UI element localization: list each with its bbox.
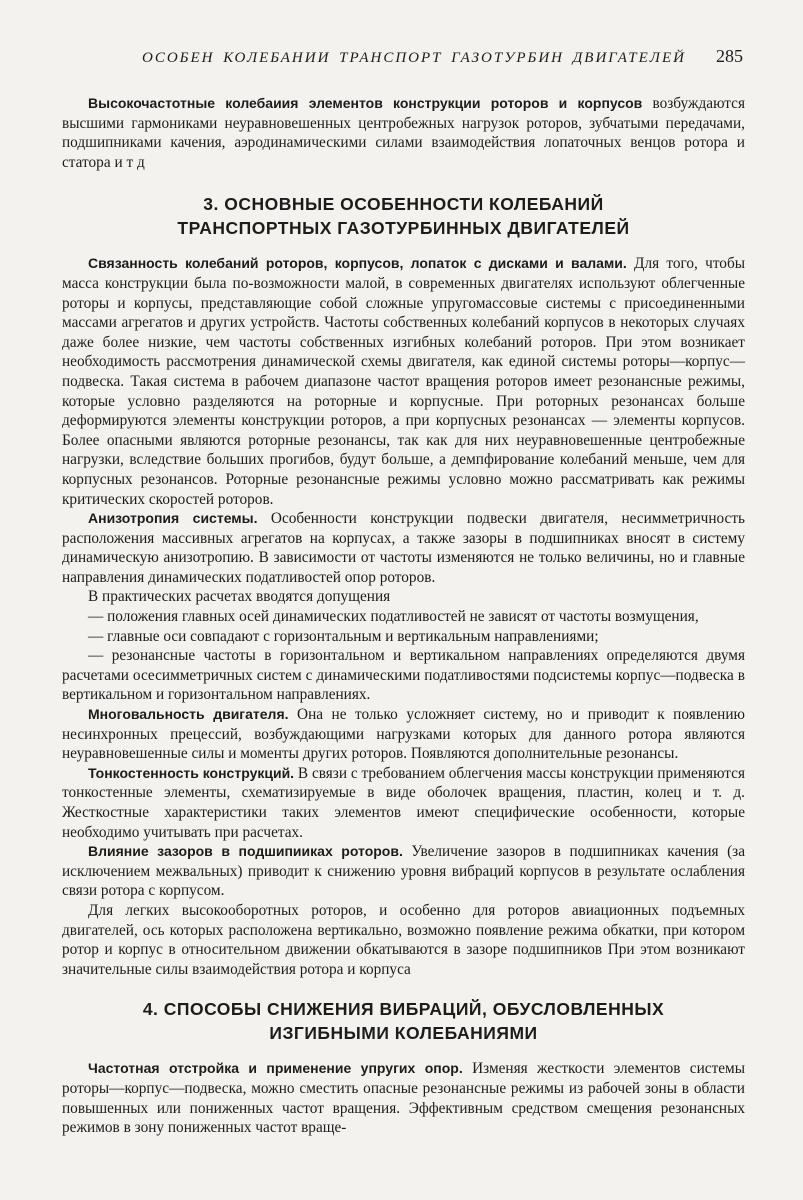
multishaft-lead: Многовальность двигателя. bbox=[88, 706, 289, 723]
anisotropy-paragraph bbox=[62, 509, 745, 587]
bearing-clearance-text: Увеличение зазоров в подшипниках качения (за исключением межвальных) приводит к снижению уровня вибраций корпусов в результате ослабления связи ротора с корпусом. bbox=[62, 843, 745, 900]
running-title: ОСОБЕН КОЛЕБАНИИ ТРАНСПОРТ ГАЗОТУРБИН ДВИГАТЕЛЕЙ bbox=[142, 50, 686, 66]
intro-text: возбуждаются высшими гармониками неуравновешенных центробежных нагрузок роторов, зубчатыми передачами, подшипниками качения, аэродинамическими силами взаимодействия лопаточных венцов ротора и статора и т д bbox=[62, 95, 746, 171]
assumption-item-3: — резонансные частоты в горизонтальном и вертикальном направлениях определяются двумя расчетами осесимметричных систем с динамическими податливостями подсистемы корпус—подвеска в вертикальном и горизонтальном направлениях. bbox=[62, 647, 745, 704]
thin-wall-lead: Тонкостенность конструкций. bbox=[88, 764, 295, 781]
frequency-tuning-paragraph bbox=[62, 1059, 745, 1137]
coupling-paragraph bbox=[62, 254, 745, 509]
frequency-tuning-text: Изменяя жесткости элементов системы роторы—корпус—подвеска, можно сместить опасные резонансные режимы из рабочей зоны в области повышенных или пониженных частот вращения. Эффективным средством смещения резонансных режимов в зону пониженных частот враще- bbox=[62, 1060, 745, 1137]
thin-wall-paragraph bbox=[62, 764, 745, 842]
page-number: 285 bbox=[716, 46, 743, 66]
frequency-tuning-lead: Частотная отстройка и применение упругих опор. bbox=[88, 1060, 463, 1077]
section-3-heading-line2: ТРАНСПОРТНЫХ ГАЗОТУРБИННЫХ ДВИГАТЕЛЕЙ bbox=[177, 218, 630, 239]
section-4-heading bbox=[62, 997, 745, 1045]
section-4-heading-line1: 4. СПОСОБЫ СНИЖЕНИЯ ВИБРАЦИЙ, ОБУСЛОВЛЕННЫХ bbox=[142, 999, 665, 1020]
thin-wall-text: В связи с требованием облегчения массы конструкции применяются тонкостенные элементы, схематизируемые в виде оболочек вращения, пластин, колец и т. д. Жесткостные характеристики таких элементов имеют специфические особенности, которые необходимо учитывать при расчетах. bbox=[62, 764, 745, 841]
coupling-text: Для того, чтобы масса конструкции была по-возможности малой, в современных двигателях используют облегченные роторы и корпусы, представляющие собой сложные упругомассовые системы с присоединенными массами агрегатов и других устройств. Частоты собственных колебаний корпусов в некоторых случаях даже более низкие, чем частоты собственных изгибных колебаний роторов. При этом возникает необходимость рассмотрения динамической схемы двигателя, как единой системы роторы—корпус—подвеска. Такая система в рабочем диапазоне частот вращения роторов имеет резонансные режимы, которые условно разделяются на роторные и корпусные. При роторных резонансах больше деформируются элементы конструкции роторов, а при корпусных резонансах — элементы корпусов. Более опасными являются роторные резонансы, так как для них неуравновешенные центробежные нагрузки, вследствие больших прогибов, будут больше, а демпфирование колебаний меньше, чем для корпусных резонансов. Роторные резонансные режимы условно можно рассматривать как режимы критических скоростей роторов. bbox=[62, 255, 746, 508]
coupling-lead: Связанность колебаний роторов, корпусов, лопаток с дисками и валами. bbox=[88, 255, 627, 272]
assumption-item-1: — положения главных осей динамических податливостей не зависят от частоты возмущения, bbox=[88, 608, 699, 626]
intro-lead: Высокочастотные колебаиия элементов конструкции роторов и корпусов bbox=[88, 95, 643, 111]
anisotropy-text: Особенности конструкции подвески двигателя, несимметричность расположения массивных агрегатов на корпусах, а также зазоры в подшипниках вносят в систему динамическую анизотропию. В зависимости от частоты изменяются не только величины, но и главные направления динамических податливостей опор роторов. bbox=[62, 510, 746, 586]
anisotropy-lead: Анизотропия системы. bbox=[88, 510, 258, 527]
multishaft-text: Она не только усложняет систему, но и приводит к появлению несинхронных прецессий, возбуждающими нагрузками которых для данного ротора являются неуравновешенные силы и моменты других роторов. Появляются дополнительные резонансы. bbox=[62, 706, 745, 763]
intro-paragraph bbox=[62, 94, 745, 172]
light-rotors-paragraph: Для легких высокооборотных роторов, и особенно для роторов авиационных подъемных двигателей, ось которых расположена вертикально, возможно появление режима обкатки, при котором ротор и корпус в относительном движении обкатываются в зазоре подшипников При этом возникают значительные силы взаимодействия ротора и корпуса bbox=[62, 901, 745, 978]
section-3-heading-line1: 3. ОСНОВНЫЕ ОСОБЕННОСТИ КОЛЕБАНИЙ bbox=[203, 194, 604, 215]
section-3-heading bbox=[62, 192, 745, 240]
multishaft-paragraph bbox=[62, 705, 745, 764]
bearing-clearance-paragraph bbox=[62, 842, 745, 901]
running-header bbox=[62, 40, 745, 72]
assumptions-intro: В практических расчетах вводятся допущения bbox=[88, 588, 391, 606]
section-4-heading-line2: ИЗГИБНЫМИ КОЛЕБАНИЯМИ bbox=[269, 1023, 538, 1044]
assumption-item-2: — главные оси совпадают с горизонтальным и вертикальным направлениями; bbox=[88, 627, 599, 645]
bearing-clearance-lead: Влияние зазоров в подшипииках роторов. bbox=[88, 843, 403, 860]
